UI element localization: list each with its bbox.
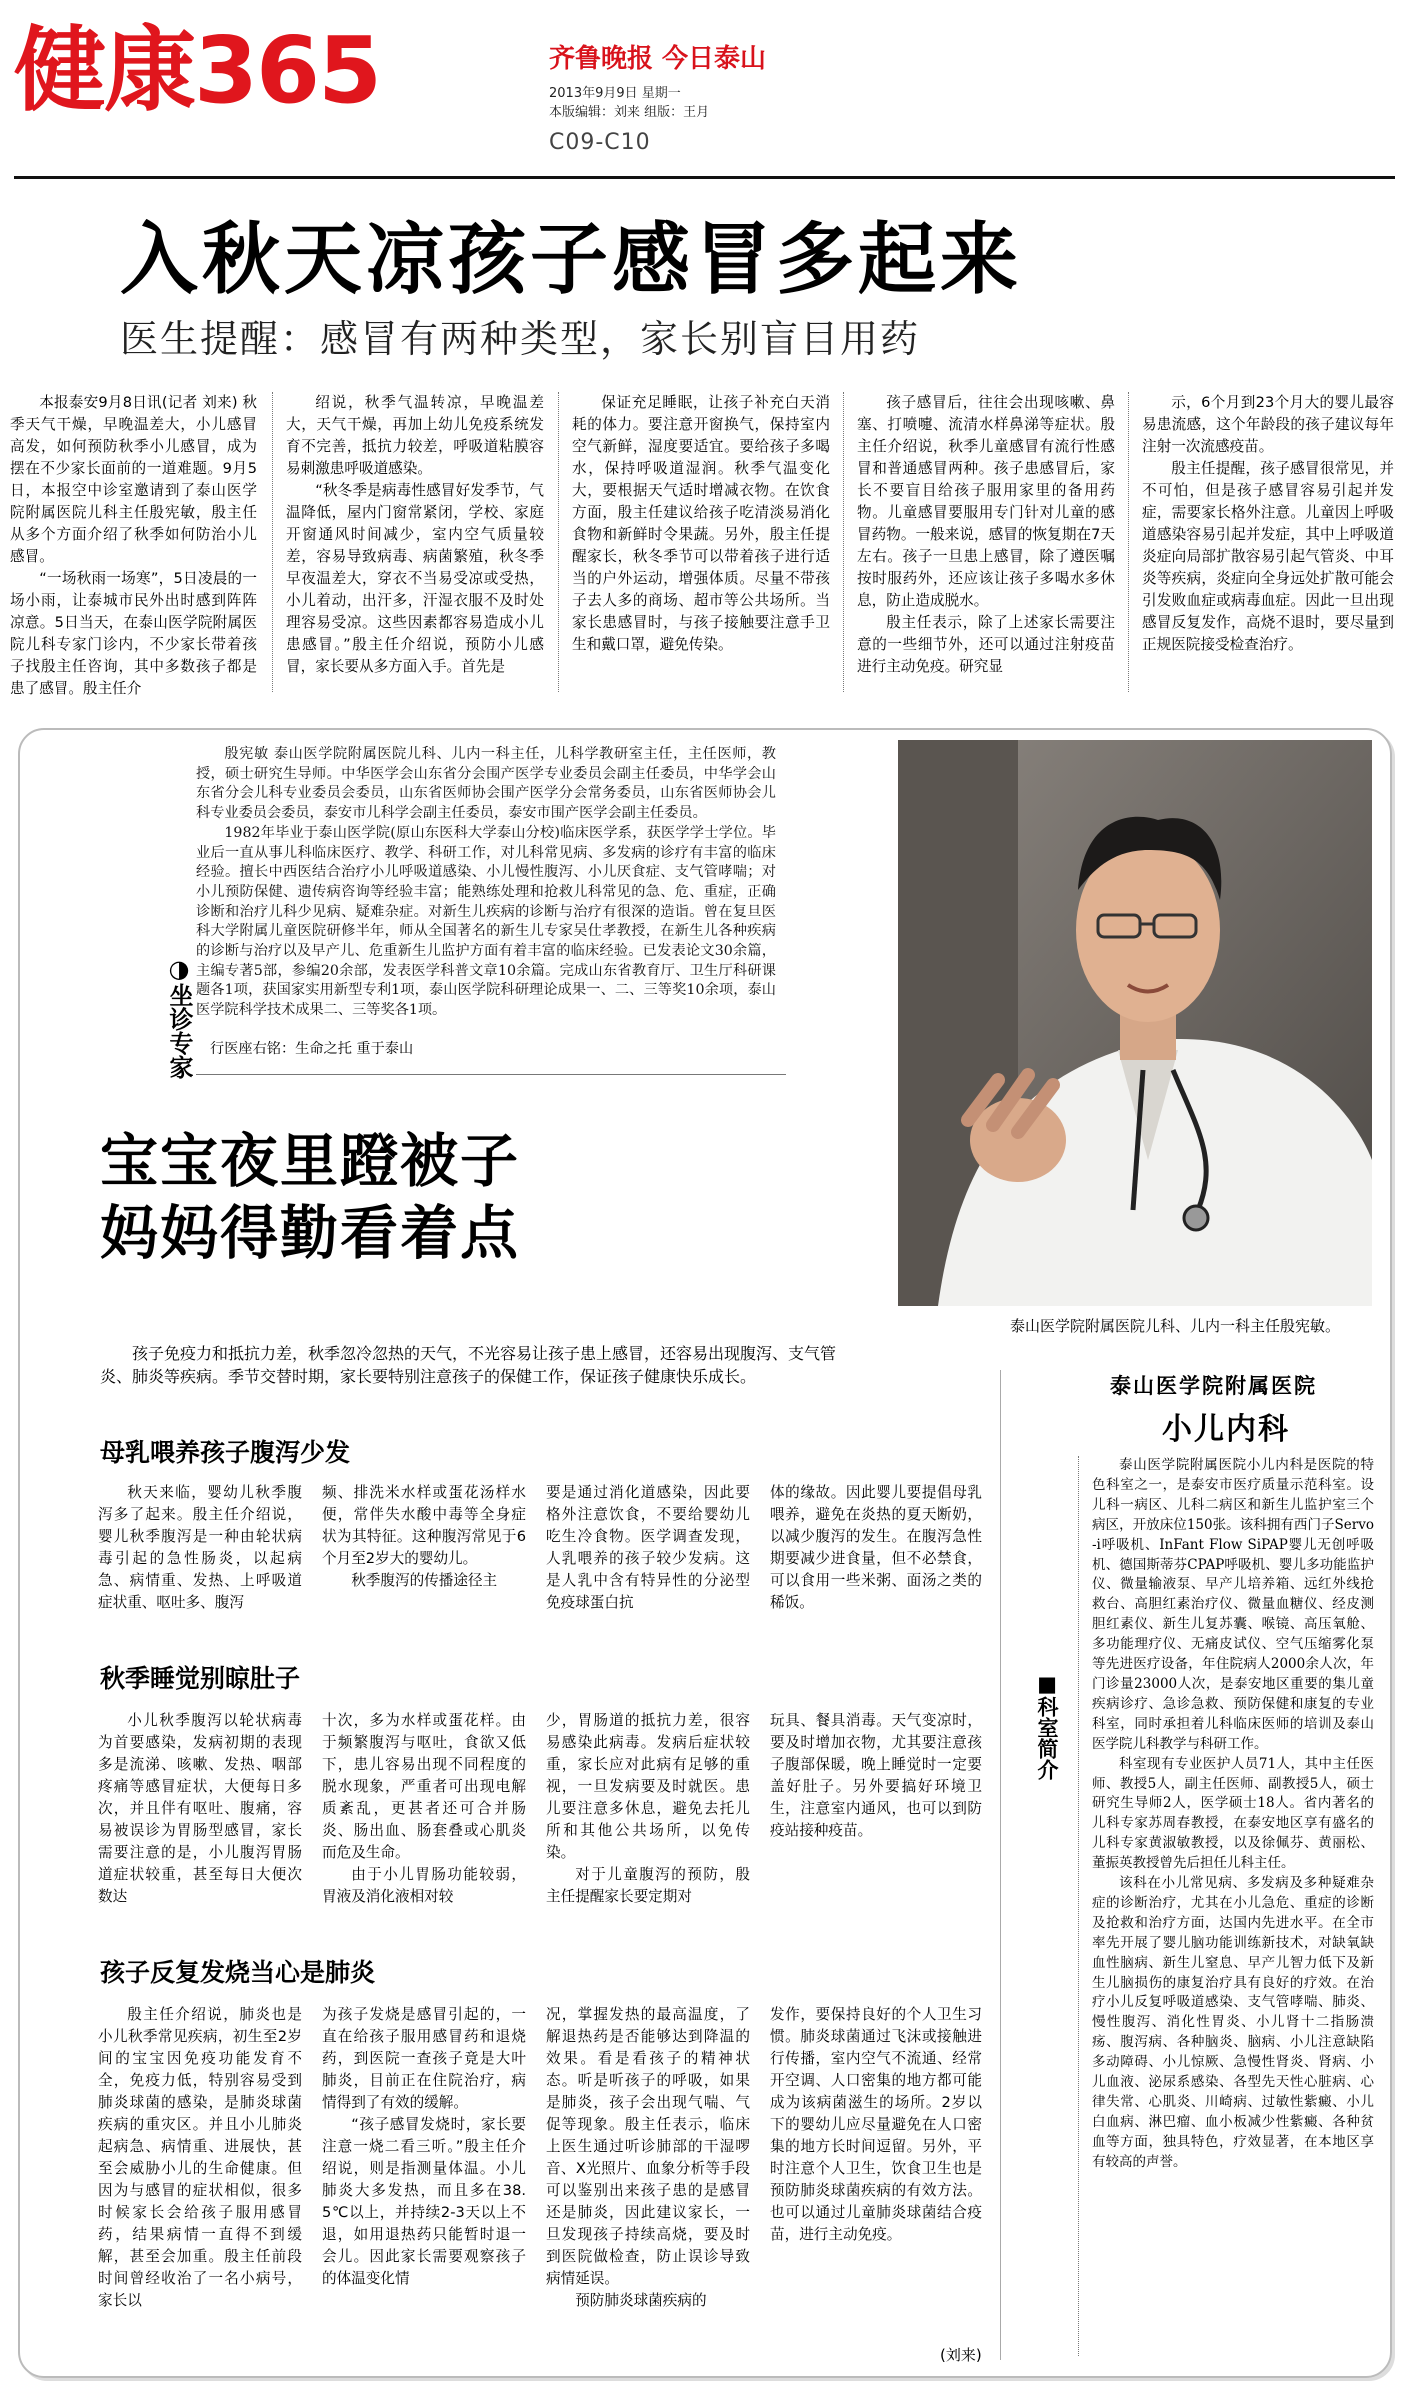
main-subheadline: 医生提醒：感冒有两种类型，家长别盲目用药: [120, 317, 921, 361]
hospital-name: 泰山医学院附属医院: [1110, 1373, 1317, 1398]
article-column-3: [572, 392, 830, 656]
square-bullet-icon: ■: [1035, 1672, 1059, 1696]
paragraph: 况，掌握发热的最高温度，了解退热药是否能够达到降温的效果。看是看孩子的精神状态。听是听孩子的呼吸，如果是肺炎，孩子会出现气喘、气促等现象。殷主任表示，临床上医生通过听诊肺部的干湿啰音、X光照片、血象分析等手段可以鉴别出来孩子患的是感冒还是肺炎，因此建议家长，一旦发现孩子持续高烧，要及时到医院做检查，防止误诊导致病情延误。: [546, 2006, 750, 2287]
section-title-1: 母乳喂养孩子腹泻少发: [100, 1438, 351, 1467]
paragraph: 1982年毕业于泰山医学院(原山东医科大学泰山分校)临床医学系，获医学学士学位。毕业后一直从事儿科临床医疗、教学、科研工作，对儿科常见病、多发病的诊疗有丰富的临床经验。擅长中西医结合治疗小儿呼吸道感染、小儿慢性腹泻、小儿厌食症、支气管哮喘；对小儿预防保健、遗传病咨询等经验丰富；能熟练处理和抢救儿科常见的急、危、重症，正确诊断和治疗儿科少见病、疑难杂症。对新生儿疾病的诊断与治疗有很深的造诣。曾在复旦医科大学附属儿童医院研修半年，师从全国著名的新生儿专家吴仕孝教授，在新生儿各种疾病的诊断与治疗以及早产儿、危重新生儿监护方面有着丰富的临床经验。已发表论文30余篇，主编专著5部，参编20余部，发表医学科普文章10余篇。完成山东省教育厅、卫生厅科研课题各1项，获国家实用新型专利1项，泰山医学院科研理论成果一、二、三等奖10余项，泰山医学院科学技术成果二、三等奖各1项。: [196, 824, 776, 1019]
sec2-column-2: [322, 1710, 526, 1908]
masthead-rule: [14, 176, 1395, 179]
paragraph: 绍说，秋季气温转凉，早晚温差大，天气干燥，再加上幼儿免疫系统发育不完善，抵抗力较差，呼吸道粘膜容易刺激患呼吸道感染。: [286, 394, 544, 477]
page-number: C09-C10: [549, 130, 651, 155]
feature-headline-line-1: 宝宝夜里蹬被子: [100, 1127, 521, 1195]
paragraph: “秋冬季是病毒性感冒好发季节，气温降低，屋内门窗常紧闭，学校、家庭开窗通风时间减少，室内空气质量较差，容易导致病毒、病菌繁殖，秋冬季早夜温差大，穿衣不当易受凉或受热，小儿着动，出汗多，汗湿衣服不及时处理容易受凉。这些因素都容易造成小儿患感冒。”殷主任介绍说，预防小儿感冒，家长要从多方面入手。首先是: [286, 482, 544, 675]
paragraph: 十次，多为水样或蛋花样。由于频繁腹泻与呕吐，食欲又低下，患儿容易出现不同程度的脱水现象，严重者可出现电解质紊乱，更甚者还可合并肠炎、肠出血、肠套叠或心肌炎而危及生命。: [322, 1712, 526, 1861]
main-headline: 入秋天凉孩子感冒多起来: [120, 215, 1023, 305]
department-intro-tag: [1030, 1672, 1060, 1780]
feature-headline: [100, 1125, 520, 1269]
sec2-column-1: [98, 1710, 302, 1908]
editor-credit: 本版编辑：刘来 组版：王月: [549, 105, 710, 120]
article-column-4: [857, 392, 1115, 678]
column-divider: [1128, 392, 1129, 692]
paragraph: 殷主任介绍说，肺炎也是小儿秋季常见疾病，初生至2岁间的宝宝因免疫功能发育不全，免疫力低，特别容易受到肺炎球菌的感染，是肺炎球菌疾病的重灾区。并且小儿肺炎起病急、病情重、进展快，甚至会威胁小儿的生命健康。但因为与感冒的症状相似，很多时候家长会给孩子服用感冒药，结果病情一直得不到缓解，甚至会加重。殷主任前段时间曾经收治了一名小病号，家长以: [98, 2006, 302, 2309]
paragraph: 秋天来临，婴幼儿秋季腹泻多了起来。殷主任介绍说，婴儿秋季腹泻是一种由轮状病毒引起的急性肠炎，以起病急、病情重、发热、上呼吸道症状重、呕吐多、腹泻: [98, 1484, 302, 1611]
section-title-2: 秋季睡觉别晾肚子: [100, 1664, 301, 1693]
column-divider: [558, 392, 559, 692]
paragraph: 要是通过消化道感染，因此要格外注意饮食，不要给婴幼儿吃生冷食物。医学调查发现，人乳喂养的孩子较少发病。这是人乳中含有特异性的分泌型免疫球蛋白抗: [546, 1484, 750, 1611]
photo-caption: 泰山医学院附属医院儿科、儿内一科主任殷宪敏。: [1010, 1317, 1341, 1335]
sec3-column-4: [770, 2004, 982, 2246]
paragraph: “孩子感冒发烧时，家长要注意一烧二看三听。”殷主任介绍说，则是指测量体温。小儿肺炎大多发热，而且多在38.5℃以上，并持续2-3天以上不退，如用退热药只能暂时退一会儿。因此家长需要观察孩子的体温变化情: [322, 2116, 526, 2287]
feature-headline-line-2: 妈妈得勤看着点: [100, 1199, 521, 1267]
paragraph: 保证充足睡眠，让孩子补充白天消耗的体力。要注意开窗换气，保持室内空气新鲜，湿度要适宜。要给孩子多喝水，保持呼吸道湿润。秋季气温变化大，要根据天气适时增减衣物。在饮食方面，殷主任建议给孩子吃清淡易消化食物和新鲜时令果蔬。另外，殷主任提醒家长，秋冬季节可以带着孩子进行适当的户外运动，增强体质。尽量不带孩子去人多的商场、超市等公共场所。当家长患感冒时，与孩子接触要注意手卫生和戴口罩，避免传染。: [572, 394, 830, 653]
article-column-5: [1142, 392, 1394, 656]
sec2-column-3: [546, 1710, 750, 1908]
paragraph: 该科在小儿常见病、多发病及多种疑难杂症的诊断治疗，尤其在小儿急危、重症的诊断及抢救和治疗方面，达国内先进水平。在全市率先开展了婴儿脑功能训练新技术，对缺氧缺血性脑病、新生儿窒息、早产儿智力低下及新生儿脑损伤的康复治疗具有良好的疗效。在治疗小儿反复呼吸道感染、支气管哮喘、肺炎、慢性腹泻、消化性胃炎、小儿肾十二指肠溃疡、腹泻病、各种脑炎、脑病、小儿注意缺陷多动障碍、小儿惊厥、急慢性肾炎、肾病、小儿血液、泌尿系感染、各型先天性心脏病、心律失常、心肌炎、川崎病、过敏性紫癜、小儿白血病、淋巴瘤、血小板减少性紫癜、各种贫血等方面，独具特色，疗效显著，在本地区享有较高的声誉。: [1092, 1875, 1374, 2170]
paragraph: 预防肺炎球菌疾病的: [575, 2292, 707, 2309]
column-divider: [272, 392, 273, 692]
section-title-3: 孩子反复发烧当心是肺炎: [100, 1958, 376, 1987]
paragraph: 由于小儿胃肠功能较弱，胃液及消化液相对较: [322, 1866, 526, 1905]
paragraph: 频、排洗米水样或蛋花汤样水便，常伴失水酸中毒等全身症状为其特征。这种腹泻常见于6个月至2岁大的婴幼儿。: [322, 1484, 526, 1567]
department-text: [1092, 1456, 1374, 2173]
masthead-title: 健康365: [14, 17, 381, 124]
paragraph: 孩子免疫力和抵抗力差，秋季忽冷忽热的天气，不光容易让孩子患上感冒，还容易出现腹泻、支气管炎、肺炎等疾病。季节交替时期，家长要特别注意孩子的保健工作，保证孩子健康快乐成长。: [100, 1344, 837, 1386]
paragraph: 为孩子发烧是感冒引起的，一直在给孩子服用感冒药和退烧药，到医院一查孩子竟是大叶肺炎，目前正在住院治疗，病情得到了有效的缓解。: [322, 2006, 526, 2111]
author-byline: (刘来): [940, 2346, 982, 2364]
sec1-column-1: [98, 1482, 302, 1614]
sec1-column-3: [546, 1482, 750, 1614]
sec3-column-1: [98, 2004, 302, 2312]
paragraph: 秋季腹泻的传播途径主: [351, 1572, 498, 1589]
article-column-2: [286, 392, 544, 678]
paragraph: “一场秋雨一场寒”，5日凌晨的一场小雨，让泰城市民外出时感到阵阵凉意。5日当天，在泰山医学院附属医院儿科专家门诊内，不少家长带着孩子找殷主任咨询，其中多数孩子都是患了感冒。殷主任介: [10, 570, 257, 697]
article-column-1: [10, 392, 257, 700]
sec2-column-4: [770, 1710, 982, 1842]
paragraph: 殷主任表示，除了上述家长需要注意的一些细节外，还可以通过注射疫苗进行主动免疫。研究显: [857, 614, 1115, 675]
department-intro-tag-label: 科室简介: [1035, 1696, 1059, 1780]
expert-tag-label: 坐诊专家: [165, 983, 193, 1079]
paper-logo: 齐鲁晚报 今日泰山: [549, 44, 767, 74]
column-divider: [843, 392, 844, 692]
half-circle-icon: ◑: [165, 955, 193, 983]
bio-rule: [196, 1074, 786, 1075]
paragraph: 玩具、餐具消毒。天气变凉时，要及时增加衣物，尤其要注意孩子腹部保暖，晚上睡觉时一定要盖好肚子。另外要搞好环境卫生，注意室内通风，也可以到防疫站接种疫苗。: [770, 1712, 982, 1839]
expert-bio: [196, 745, 776, 1021]
doctor-photo: [898, 740, 1372, 1306]
edition-info: [549, 84, 709, 122]
feature-intro: [100, 1342, 860, 1388]
paragraph: 殷主任提醒，孩子感冒很常见，并不可怕，但是孩子感冒容易引起并发症，需要家长格外注意。儿童因上呼吸道感染容易引起并发症，其中上呼吸道炎症向局部扩散容易引起气管炎、中耳炎等疾病，炎症向全身远处扩散可能会引发败血症或病毒血症。因此一旦出现感冒反复发作，高烧不退时，要尽量到正规医院接受检查治疗。: [1142, 460, 1394, 653]
paragraph: 少，胃肠道的抵抗力差，很容易感染此病毒。发病后症状较重，家长应对此病有足够的重视，一旦发病要及时就医。患儿要注意多休息，避免去托儿所和其他公共场所，以免传染。: [546, 1712, 750, 1861]
paragraph: 小儿秋季腹泻以轮状病毒为首要感染，发病初期的表现多是流涕、咳嗽、发热、咽部疼痛等感冒症状，大便每日多次，并且伴有呕吐、腹痛，容易被误诊为胃肠型感冒，家长需要注意的是，小儿腹泻胃肠道症状较重，甚至每日大便次数达: [98, 1712, 302, 1905]
paragraph: 泰山医学院附属医院小儿内科是医院的特色科室之一，是泰安市医疗质量示范科室。设儿科一病区、儿科二病区和新生儿监护室三个病区，开放床位150张。该科拥有西门子Servo-i呼吸机、InFant Flow SiPAP婴儿无创呼吸机、德国斯蒂芬CPAP呼吸机、婴儿多功能监护仪、微量输液泵、早产儿培养箱、远红外线抢救台、高胆红素治疗仪、微量血糖仪、经皮测胆红素仪、新生儿复苏囊、喉镜、高压氧舱、多功能理疗仪、无痛皮试仪、空气压缩雾化泵等先进医疗设备，年住院病人2000余人次，年门诊量23000人次，是泰安地区重要的集儿童疾病诊疗、急诊急救、预防保健和康复的专业科室，同时承担着儿科临床医师的培训及泰山医学院儿科教学与科研工作。: [1092, 1457, 1374, 1752]
sec3-column-3: [546, 2004, 750, 2312]
paragraph: 体的缘故。因此婴儿要提倡母乳喂养，避免在炎热的夏天断奶，以减少腹泻的发生。在腹泻急性期要减少进食量，但不必禁食，可以食用一些米粥、面汤之类的稀饭。: [770, 1484, 982, 1611]
sidebar-divider: [1000, 1370, 1001, 2360]
doctor-photo-illustration: [898, 740, 1372, 1306]
expert-motto: 行医座右铭：生命之托 重于泰山: [210, 1041, 414, 1057]
sec3-column-2: [322, 2004, 526, 2290]
issue-date: 2013年9月9日 星期一: [549, 86, 681, 101]
sidebar-inner-divider: [1078, 1456, 1079, 2356]
paragraph: 孩子感冒后，往往会出现咳嗽、鼻塞、打喷嚏、流清水样鼻涕等症状。殷主任介绍说，秋季儿童感冒有流行性感冒和普通感冒两种。孩子患感冒后，家长不要盲目给孩子服用家里的备用药物。儿童感冒要服用专门针对儿童的感冒药物。一般来说，感冒的恢复期在7天左右。孩子一旦患上感冒，除了遵医嘱按时服药外，还应该让孩子多喝水多休息，防止造成脱水。: [857, 394, 1115, 609]
paragraph: 殷宪敏 泰山医学院附属医院儿科、儿内一科主任，儿科学教研室主任，主任医师，教授，硕士研究生导师。中华医学会山东省分会围产医学专业委员会副主任委员，中华学会山东省分会儿科专业委员会委员，山东省医师协会围产医学分会常务委员，山东省医师协会儿科专业委员会委员，泰安市儿科学会副主任委员，泰安市围产医学会副主任委员。: [196, 746, 776, 822]
paragraph: 本报泰安9月8日讯(记者 刘来) 秋季天气干燥，早晚温差大，小儿感冒高发，如何预防秋季小儿感冒，成为摆在不少家长面前的一道难题。9月5日，本报空中诊室邀请到了泰山医学院附属医院儿科主任殷宪敏，殷主任从多个方面介绍了秋季如何防治小儿感冒。: [10, 394, 257, 565]
sec1-column-2: [322, 1482, 526, 1592]
sec1-column-4: [770, 1482, 982, 1614]
paragraph: 示，6个月到23个月大的婴儿最容易患流感，这个年龄段的孩子建议每年注射一次流感疫苗。: [1142, 394, 1394, 455]
paragraph: 科室现有专业医护人员71人，其中主任医师、教授5人，副主任医师、副教授5人，硕士研究生导师2人，医学硕士18人。省内著名的儿科专家苏周春教授，在泰安地区享有盛名的儿科专家黄淑敏教授，以及徐佩芬、黄丽松、董振英教授曾先后担任儿科主任。: [1092, 1755, 1374, 1872]
paragraph: 对于儿童腹泻的预防，殷主任提醒家长要定期对: [546, 1866, 750, 1905]
department-name: 小儿内科: [1162, 1412, 1290, 1447]
paragraph: 发作，要保持良好的个人卫生习惯。肺炎球菌通过飞沫或接触进行传播，室内空气不流通、经常开空调、人口密集的地方都可能成为该病菌滋生的场所。2岁以下的婴幼儿应尽量避免在人口密集的地方长时间逗留。另外，平时注意个人卫生，饮食卫生也是预防肺炎球菌疾病的有效方法。也可以通过儿童肺炎球菌结合疫苗，进行主动免疫。: [770, 2006, 982, 2243]
expert-tag: [148, 955, 194, 1079]
